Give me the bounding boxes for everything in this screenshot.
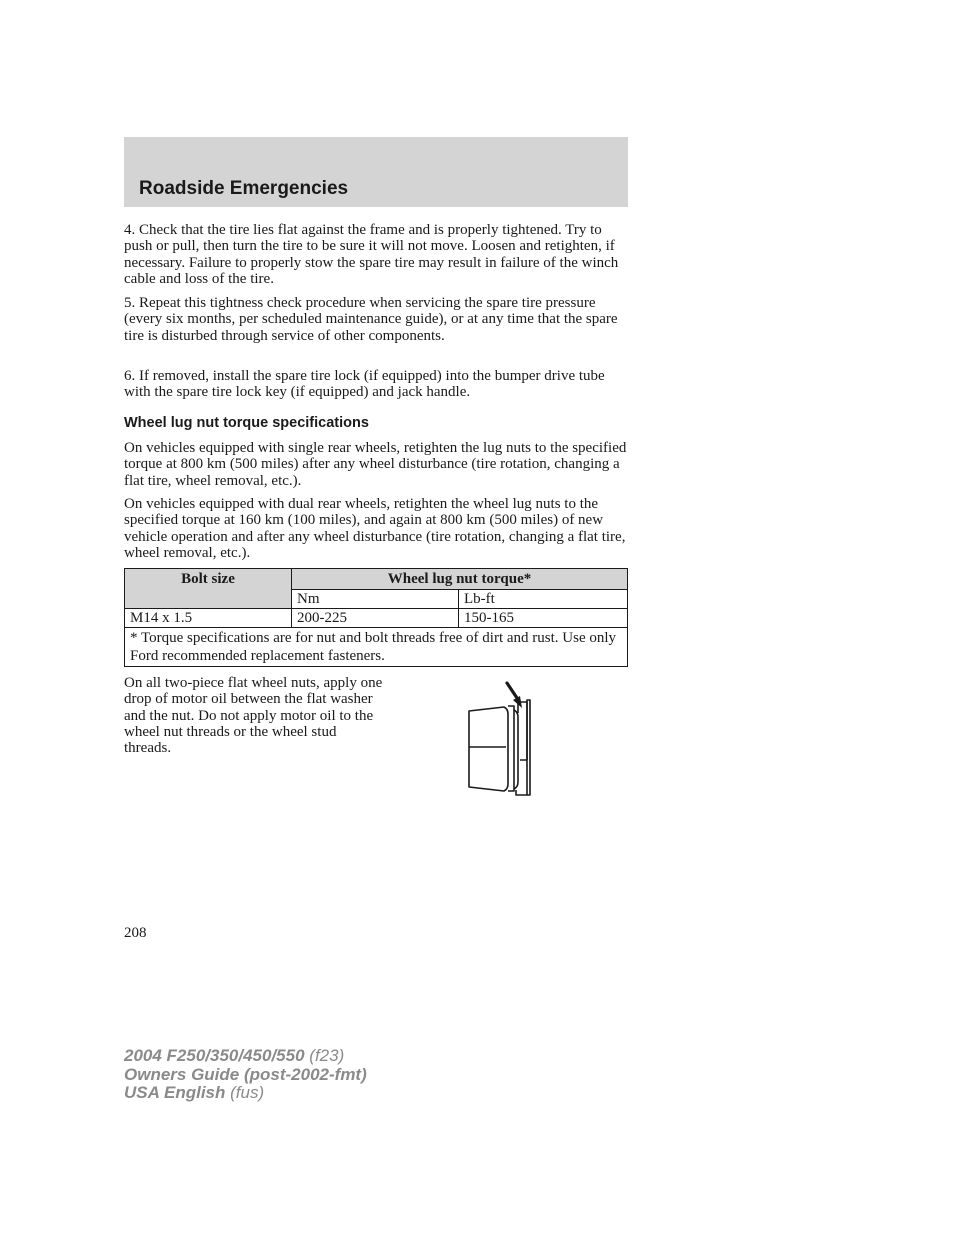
document-footer — [124, 1047, 367, 1103]
torque-lbft-cell: 150-165 — [459, 609, 628, 628]
unit-nm: Nm — [292, 590, 459, 609]
wheel-nut-oil-note: On all two-piece flat wheel nuts, apply one drop of motor oil between the flat washer and the nut. Do not apply motor oil to the wheel nut threads or the wheel stud threads. — [124, 675, 383, 757]
single-rear-wheels-paragraph: On vehicles equipped with single rear wheels, retighten the lug nuts to the specified torque at 800 km (500 miles) after any wheel disturbance (tire rotation, changing a flat tire, wheel removal, etc.). — [124, 440, 627, 489]
torque-spec-table — [124, 568, 628, 667]
bolt-size-cell: M14 x 1.5 — [125, 609, 292, 628]
table-header-row — [125, 569, 628, 590]
section-heading: Wheel lug nut torque specifications — [124, 415, 369, 431]
step-5-text: 5. Repeat this tightness check procedure when servicing the spare tire pressure (every six months, per scheduled maintenance guide), or at any time that the spare tire is disturbed through service of other components. — [124, 295, 618, 344]
footer-line-1 — [124, 1047, 367, 1066]
table-row — [125, 609, 628, 628]
torque-nm-cell: 200-225 — [292, 609, 459, 628]
step-4-text: 4. Check that the tire lies flat against the frame and is properly tightened. Try to push or pull, then turn the tire to be sure it will not move. Loosen and retighten, if necessary. Failure to properly stow the spare tire may result in failure of the winch cable and loss of the tire. — [124, 222, 619, 287]
nut-body — [469, 707, 508, 791]
bolt-size-header: Bolt size — [125, 569, 292, 609]
footer-language: USA English — [124, 1083, 226, 1102]
page-number: 208 — [124, 925, 147, 941]
footer-guide: Owners Guide (post-2002-fmt) — [124, 1064, 367, 1084]
step-6-text: 6. If removed, install the spare tire lock (if equipped) into the bumper drive tube with the spare tire lock key (if equipped) and jack handle. — [124, 368, 605, 401]
page-title: Roadside Emergencies — [139, 178, 349, 199]
table-footnote: * Torque specifications are for nut and bolt threads free of dirt and rust. Use only Ford recommended replacement fasteners. — [125, 628, 628, 667]
oil-point-arrow-icon — [507, 683, 522, 708]
nut-neck — [508, 706, 514, 791]
dual-rear-wheels-paragraph: On vehicles equipped with dual rear wheels, retighten the wheel lug nuts to the specified torque at 160 km (100 miles), and again at 800 km (500 miles) of new vehicle operation and after any wheel disturbance (tire rotation, changing a flat tire, wheel removal, etc.). — [124, 496, 626, 561]
unit-lbft: Lb-ft — [459, 590, 628, 609]
section-header-band — [124, 137, 628, 207]
footer-language-code: (fus) — [230, 1083, 265, 1102]
footer-line-2 — [124, 1066, 367, 1085]
footer-model: 2004 F250/350/450/550 — [124, 1046, 305, 1065]
footer-model-code: (f23) — [309, 1046, 345, 1065]
wheel-nut-illustration — [460, 676, 560, 800]
table-footnote-row — [125, 628, 628, 667]
torque-header: Wheel lug nut torque* — [292, 569, 628, 590]
footer-line-3 — [124, 1084, 367, 1103]
